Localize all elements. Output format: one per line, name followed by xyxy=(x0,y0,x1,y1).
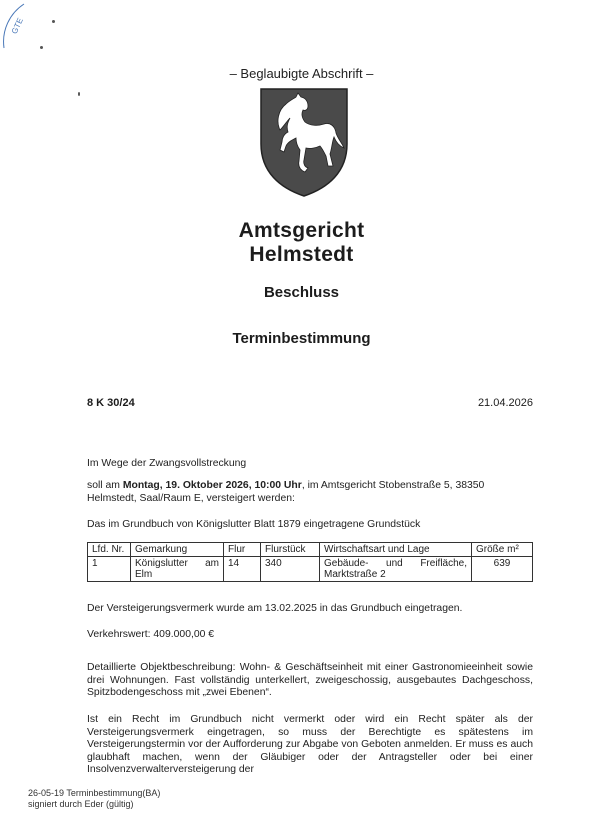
table-cell: 340 xyxy=(261,557,320,582)
column-header: Gemarkung xyxy=(131,543,224,557)
column-header: Größe m² xyxy=(472,543,533,557)
table-cell: Gebäude- und Freifläche, Marktstraße 2 xyxy=(320,557,472,582)
appointment-text xyxy=(87,480,533,505)
scan-speck xyxy=(52,20,55,23)
certified-copy-note: – Beglaubigte Abschrift – xyxy=(229,66,374,81)
court-name xyxy=(0,219,603,267)
document-subject: Terminbestimmung xyxy=(232,330,371,347)
table-row xyxy=(88,557,533,582)
appointment-suffix: , im Amtsgericht Stobenstraße 5, 38350 Helmstedt, Saal/Raum E, versteigert werden: xyxy=(87,480,485,504)
table-header-row xyxy=(88,543,533,557)
column-header: Flur xyxy=(224,543,261,557)
table-cell: 14 xyxy=(224,557,261,582)
property-table xyxy=(87,542,533,582)
case-number: 8 K 30/24 xyxy=(87,397,135,409)
footer-line: signiert durch Eder (gültig) xyxy=(28,799,134,809)
footer xyxy=(28,788,160,810)
property-intro: Das im Grundbuch von Königslutter Blatt 1879 eingetragene Grundstück xyxy=(87,519,421,530)
object-description: Detaillierte Objektbeschreibung: Wohn- & Geschäftseinheit mit einer Gastronomieeinheit sowie drei Wohnungen. Fast vollständig unterkellert, zweigeschossig, ausgebautes Dachgeschoss, Spitzbodengeschoss mit „zwei Ebenen“. xyxy=(87,662,533,698)
scan-speck xyxy=(40,46,43,49)
appointment-datetime: Montag, 19. Oktober 2026, 10:00 Uhr xyxy=(122,480,302,491)
document-date: 21.04.2026 xyxy=(477,397,533,409)
footer-line: 26-05-19 Terminbestimmung(BA) xyxy=(28,788,161,798)
column-header: Lfd. Nr. xyxy=(88,543,131,557)
table-cell: 639 xyxy=(472,557,533,582)
court-name-line: Amtsgericht xyxy=(238,219,365,242)
scan-speck xyxy=(78,92,80,96)
stamp-text: GTE xyxy=(9,16,25,36)
appointment-prefix: soll am xyxy=(87,480,123,491)
column-header: Wirtschaftsart und Lage xyxy=(320,543,472,557)
court-name-line: Helmstedt xyxy=(249,243,354,266)
document-type: Beschluss xyxy=(263,284,340,301)
column-header: Flurstück xyxy=(261,543,320,557)
table-cell: Königslutter am Elm xyxy=(131,557,224,582)
rights-note: Ist ein Recht im Grundbuch nicht vermerkt oder wird ein Recht später als der Versteigerungsvermerk eingetragen, so muss der Berechtigte es spätestens im Versteigerungstermin vor der Aufforderung zur Abgabe von Geboten anmelden. Er muss es auch glaubhaft machen, wenn der Gläubiger oder der Antragsteller oder bei einer Insolvenzverwalterversteigerung der xyxy=(87,714,533,775)
stamp-fragment xyxy=(2,2,62,52)
table-cell: 1 xyxy=(88,557,131,582)
coat-of-arms-horse-icon xyxy=(258,86,350,198)
intro-text: Im Wege der Zwangsvollstreckung xyxy=(87,458,247,469)
registration-note: Der Versteigerungsvermerk wurde am 13.02.2025 in das Grundbuch eingetragen. xyxy=(87,603,463,614)
market-value: Verkehrswert: 409.000,00 € xyxy=(87,629,215,640)
